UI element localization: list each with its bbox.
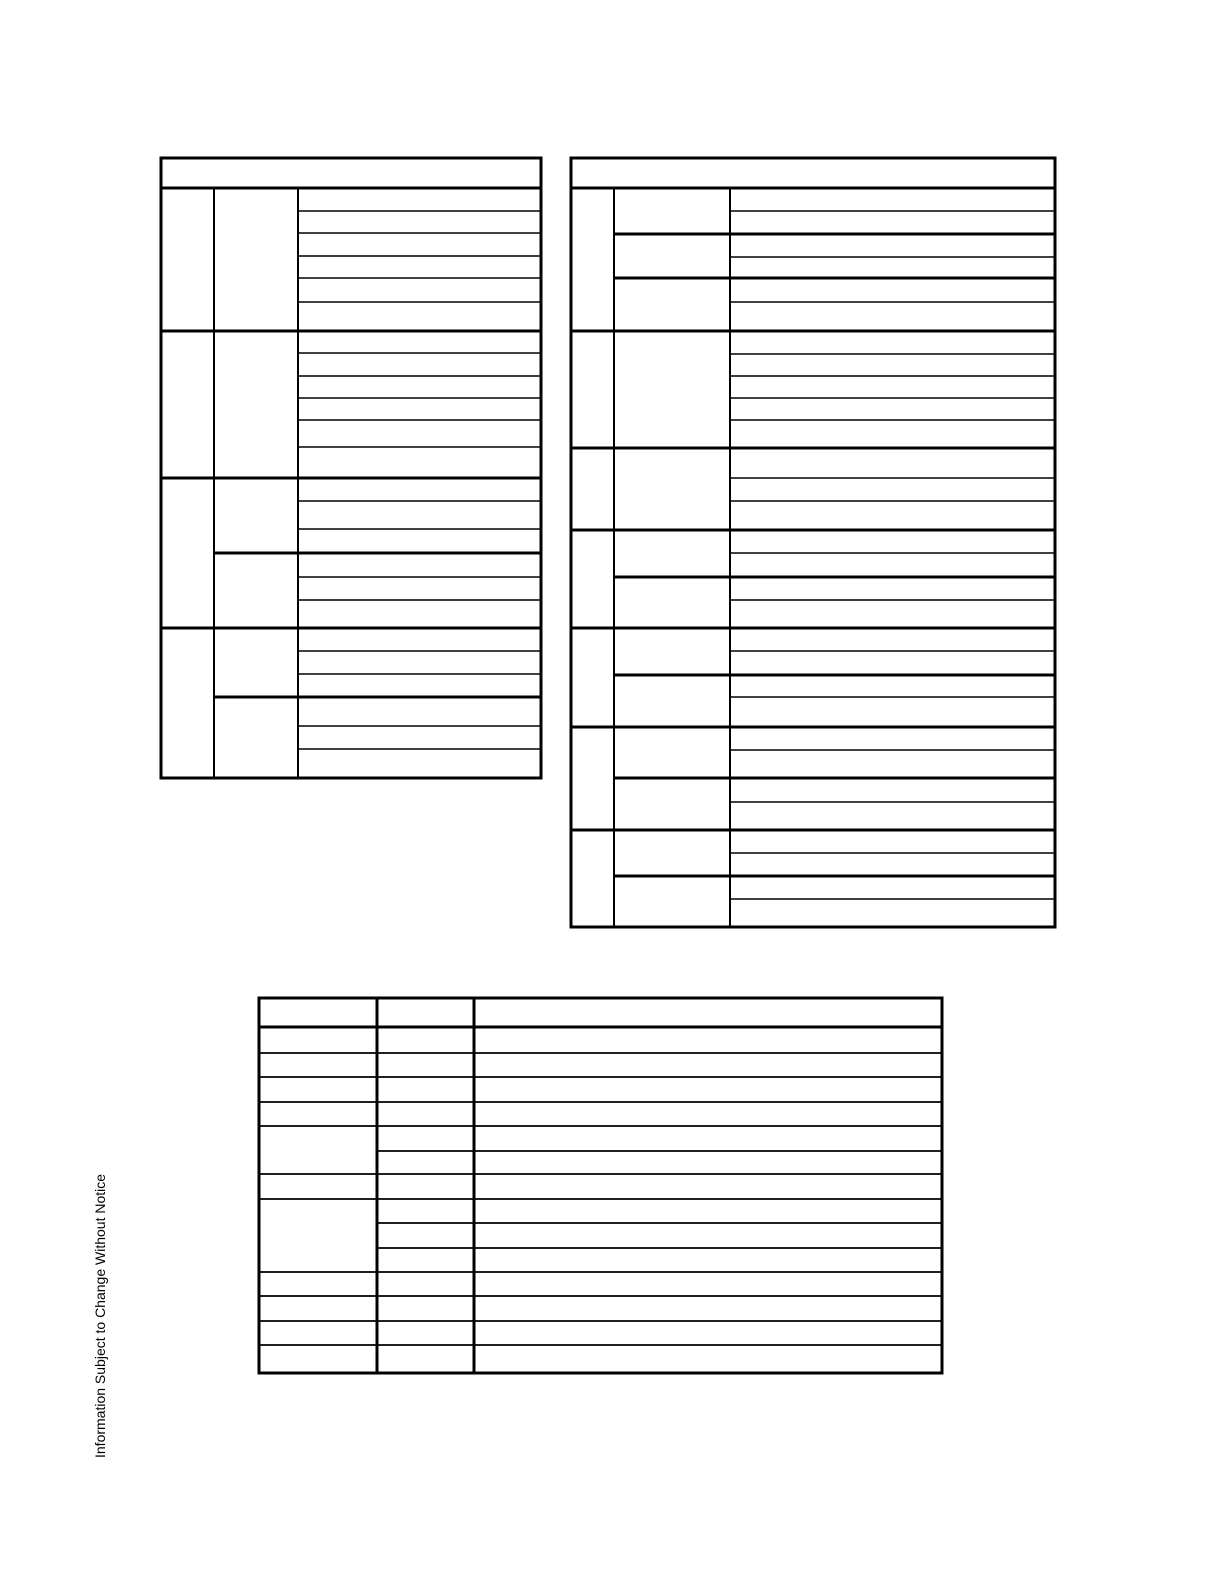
table-top-left-frame — [161, 158, 541, 778]
table-top-right-row-rules — [730, 211, 1055, 899]
table-top-right-frame — [571, 158, 1055, 927]
table-top-right-group-rules — [571, 331, 1055, 830]
table-bottom-row-rules — [259, 1053, 942, 1345]
table-top-left — [161, 158, 541, 778]
table-top-right — [571, 158, 1055, 927]
side-note: Information Subject to Change Without Notice — [92, 1173, 108, 1458]
table-bottom-frame — [259, 998, 942, 1373]
table-top-left-row-rules — [298, 211, 541, 749]
table-bottom — [259, 998, 942, 1373]
